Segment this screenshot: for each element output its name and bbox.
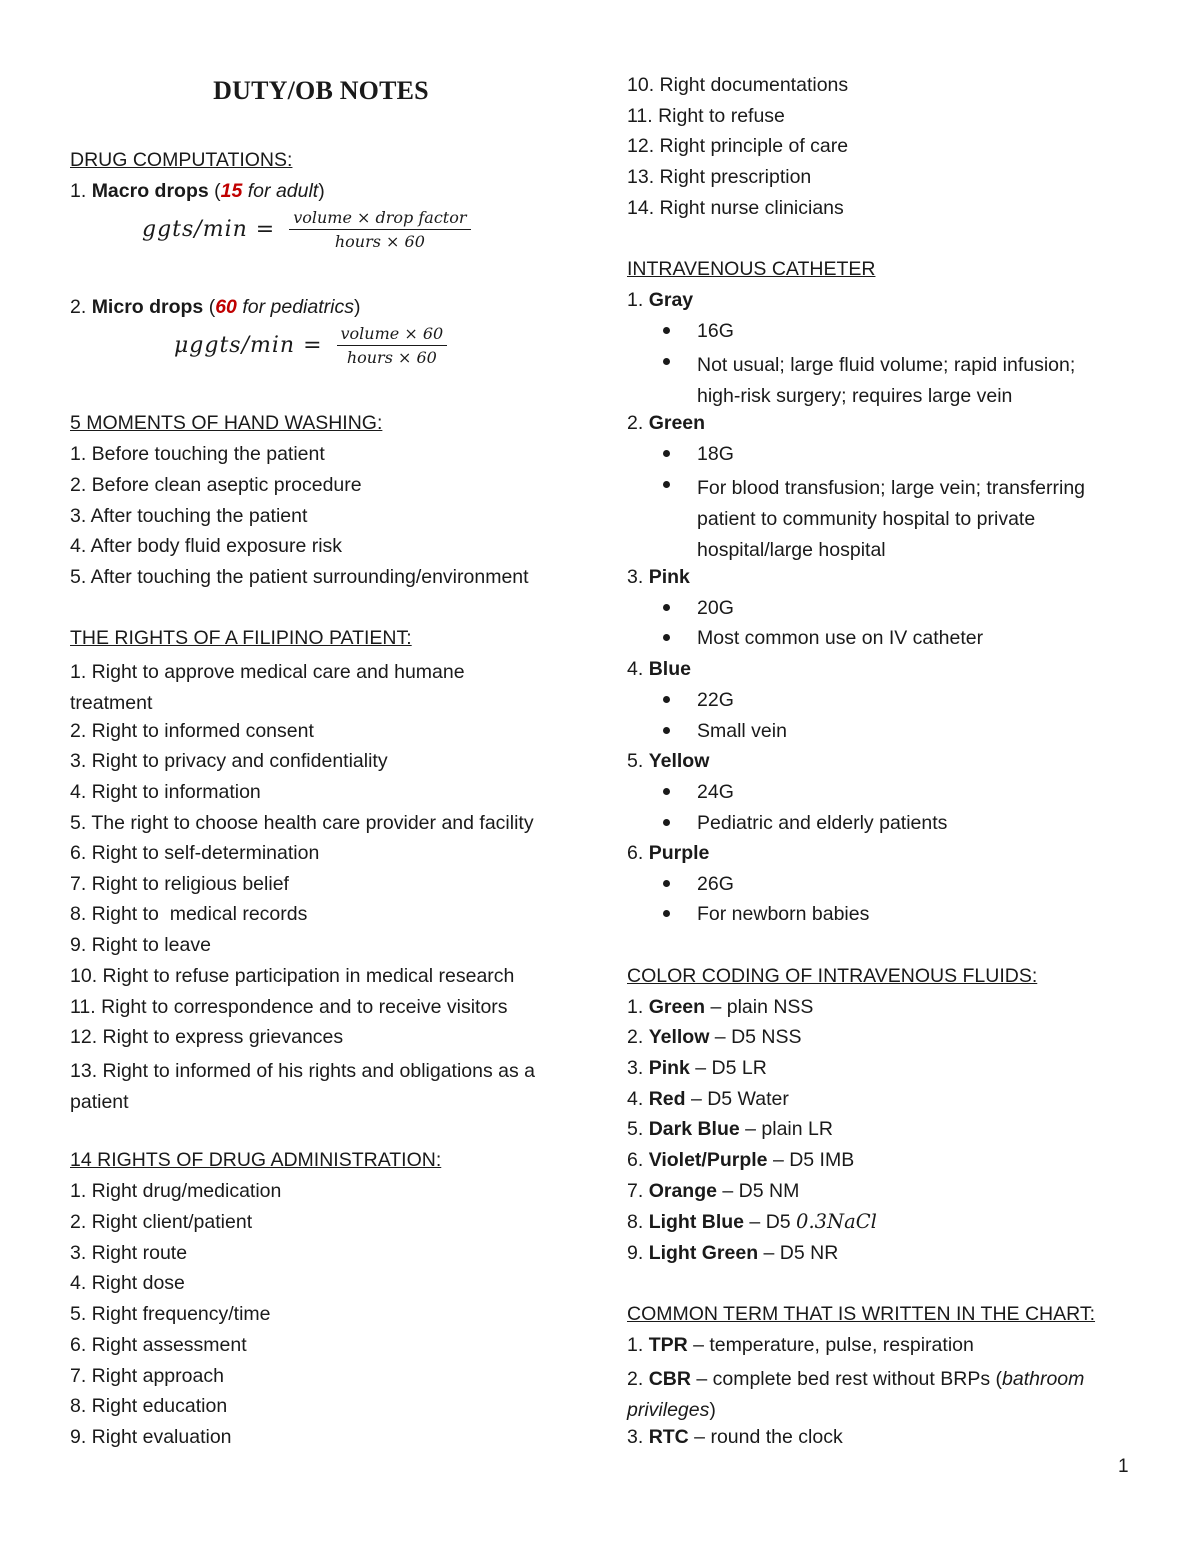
list-item: 5. The right to choose health care provider and facility [70,812,534,834]
list-item: 10. Right documentations [627,74,849,96]
fluid-num: 2. [627,1026,644,1048]
catheter-num: 6. [627,842,644,864]
catheter-item [627,749,709,773]
macro-num: 1. [70,180,87,202]
catheter-gauge: 18G [697,443,734,465]
catheter-use: Pediatric and elderly patients [697,812,948,834]
catheter-gauge: 22G [697,689,734,711]
fluid-color: Light Blue [648,1211,745,1233]
micro-close: ) [353,296,361,318]
drug-admin-heading: 14 RIGHTS OF DRUG ADMINISTRATION: [70,1149,442,1171]
catheter-item [627,411,705,435]
iv-fluids-heading: COLOR CODING OF INTRAVENOUS FLUIDS: [627,965,1038,987]
catheter-item [627,565,690,589]
bullet-icon [663,696,670,703]
fluid-color: Dark Blue [648,1118,740,1140]
catheter-use: For blood transfusion; large vein; transferring patient to community hospital to private hospital/large hospital [697,477,1086,561]
catheter-gauge: 24G [697,781,734,803]
fluid-color: Red [648,1088,686,1110]
macro-note: for adult [247,180,319,202]
fluid-name: – plain LR [739,1118,833,1140]
micro-formula [174,324,447,367]
fluid-formula: 0.3NaCl [796,1210,877,1233]
list-item: 2. Before clean aseptic procedure [70,474,362,496]
fluid-num: 5. [627,1118,644,1140]
macro-denominator: hours × 60 [334,232,425,251]
catheter-item [627,841,709,865]
fluid-color: Yellow [648,1026,710,1048]
fluid-name: – D5 [744,1211,797,1233]
list-item: 12. Right principle of care [627,135,849,157]
bullet-icon [663,604,670,611]
fluid-num: 7. [627,1180,644,1202]
fluid-num: 4. [627,1088,644,1110]
iv-catheter-heading: INTRAVENOUS CATHETER [627,258,876,280]
hand-washing-heading: 5 MOMENTS OF HAND WASHING: [70,412,383,434]
list-item: 10. Right to refuse participation in medical research [70,965,515,987]
fluid-num: 3. [627,1057,644,1079]
fluid-num: 6. [627,1149,644,1171]
list-item: 1. Before touching the patient [70,443,325,465]
macro-label: Macro drops [91,180,209,202]
fluid-item [627,1087,789,1111]
macro-drops-line [70,179,325,203]
fluid-name: – D5 LR [689,1057,767,1079]
list-item: 2. Right to informed consent [70,720,314,742]
catheter-gauge: 26G [697,873,734,895]
list-item: 1. Right to approve medical care and humane treatment [70,661,465,714]
list-item: 11. Right to refuse [627,105,785,127]
list-item: 4. Right to information [70,781,261,803]
micro-drops-line [70,295,360,319]
list-item: 5. Right frequency/time [70,1303,271,1325]
bullet-icon [663,880,670,887]
term-desc: – temperature, pulse, respiration [687,1334,974,1356]
catheter-color: Green [648,412,706,434]
catheter-color: Purple [648,842,710,864]
bullet-icon [663,910,670,917]
list-item: 6. Right assessment [70,1334,247,1356]
patient-rights-heading: THE RIGHTS OF A FILIPINO PATIENT: [70,627,412,649]
macro-fraction [289,208,470,251]
fluid-name: – D5 NM [716,1180,800,1202]
fluid-item [627,995,813,1019]
macro-close: ) [318,180,325,202]
fluid-item [627,1056,767,1080]
bullet-icon [663,819,670,826]
fluid-item [627,1241,838,1265]
list-item: 3. Right route [70,1242,188,1264]
catheter-color: Gray [648,289,694,311]
catheter-num: 1. [627,289,644,311]
term-desc: – complete bed rest without BRPs ( [690,1368,1002,1390]
page-title: DUTY/OB NOTES [213,76,429,105]
term-abbr: RTC [648,1426,689,1448]
micro-formula-lhs: μggts/min = [174,333,323,358]
term-item [627,1425,843,1449]
bullet-icon [663,481,670,488]
page-number: 1 [1118,1456,1129,1477]
fluid-color: Orange [648,1180,717,1202]
term-after: ) [709,1398,716,1421]
macro-formula [142,208,471,251]
fluid-item [627,1025,802,1049]
term-item [627,1333,974,1357]
macro-numerator: volume × drop factor [289,208,470,230]
micro-denominator: hours × 60 [346,348,437,367]
term-desc: – round the clock [688,1426,843,1448]
term-num: 2. [627,1368,644,1390]
term-abbr: CBR [648,1368,691,1390]
micro-num: 2. [70,296,87,318]
catheter-num: 3. [627,566,644,588]
term-num: 1. [627,1334,644,1356]
catheter-color: Pink [648,566,690,588]
catheter-use: Small vein [697,720,787,742]
fluid-item [627,1210,877,1234]
term-abbr: TPR [648,1334,688,1356]
list-item: 4. After body fluid exposure risk [70,535,343,557]
fluid-item [627,1117,833,1141]
catheter-item [627,288,693,312]
list-item: 9. Right to leave [70,934,211,956]
list-item: 14. Right nurse clinicians [627,197,844,219]
fluid-name: – D5 NR [758,1242,839,1264]
macro-formula-lhs: ggts/min = [142,217,276,242]
catheter-item [627,657,691,681]
fluid-item [627,1179,799,1203]
catheter-color: Blue [648,658,691,680]
catheter-num: 4. [627,658,644,680]
term-italic: bathroom privileges [627,1368,1085,1421]
list-item: 5. After touching the patient surrounding/environment [70,566,529,588]
bullet-icon [663,788,670,795]
list-item: 7. Right approach [70,1365,224,1387]
micro-label: Micro drops [91,296,204,318]
list-item: 3. Right to privacy and confidentiality [70,750,388,772]
catheter-num: 5. [627,750,644,772]
list-item: 3. After touching the patient [70,505,308,527]
fluid-name: – plain NSS [705,996,814,1018]
micro-numerator: volume × 60 [337,324,448,346]
fluid-num: 1. [627,996,644,1018]
bullet-icon [663,450,670,457]
fluid-item [627,1148,854,1172]
drug-computations-heading: DRUG COMPUTATIONS: [70,149,293,171]
list-item: 2. Right client/patient [70,1211,253,1233]
fluid-name: – D5 Water [685,1088,789,1110]
catheter-gauge: 16G [697,320,734,342]
fluid-color: Pink [648,1057,690,1079]
fluid-color: Violet/Purple [648,1149,768,1171]
list-item: 13. Right to informed of his rights and obligations as a patient [70,1060,536,1113]
list-item: 1. Right drug/medication [70,1180,282,1202]
list-item: 11. Right to correspondence and to receive visitors [70,996,508,1018]
list-item: 8. Right education [70,1395,228,1417]
fluid-num: 8. [627,1211,644,1233]
list-item: 12. Right to express grievances [70,1026,344,1048]
bullet-icon [663,634,670,641]
bullet-icon [663,327,670,334]
list-item: 6. Right to self-determination [70,842,320,864]
catheter-color: Yellow [648,750,710,772]
catheter-gauge: 20G [697,597,734,619]
catheter-use: Most common use on IV catheter [697,627,984,649]
list-item: 4. Right dose [70,1272,185,1294]
term-item [627,1364,1117,1426]
micro-open: ( [208,296,216,318]
chart-terms-heading: COMMON TERM THAT IS WRITTEN IN THE CHART: [627,1303,1096,1325]
bullet-icon [663,358,670,365]
macro-open: ( [214,180,221,202]
fluid-color: Light Green [648,1242,759,1264]
list-item: 9. Right evaluation [70,1426,232,1448]
catheter-num: 2. [627,412,644,434]
list-item: 7. Right to religious belief [70,873,289,895]
list-item: 8. Right to medical records [70,903,308,925]
micro-note: for pediatrics [242,296,354,318]
fluid-color: Green [648,996,706,1018]
micro-fraction [337,324,448,367]
fluid-name: – D5 NSS [709,1026,802,1048]
fluid-name: – D5 IMB [767,1149,855,1171]
term-num: 3. [627,1426,644,1448]
micro-value: 60 [215,296,237,318]
list-item: 13. Right prescription [627,166,812,188]
fluid-num: 9. [627,1242,644,1264]
macro-value: 15 [220,180,243,202]
catheter-use: Not usual; large fluid volume; rapid infusion; high-risk surgery; requires large vein [697,354,1076,407]
catheter-use: For newborn babies [697,903,870,925]
bullet-icon [663,727,670,734]
